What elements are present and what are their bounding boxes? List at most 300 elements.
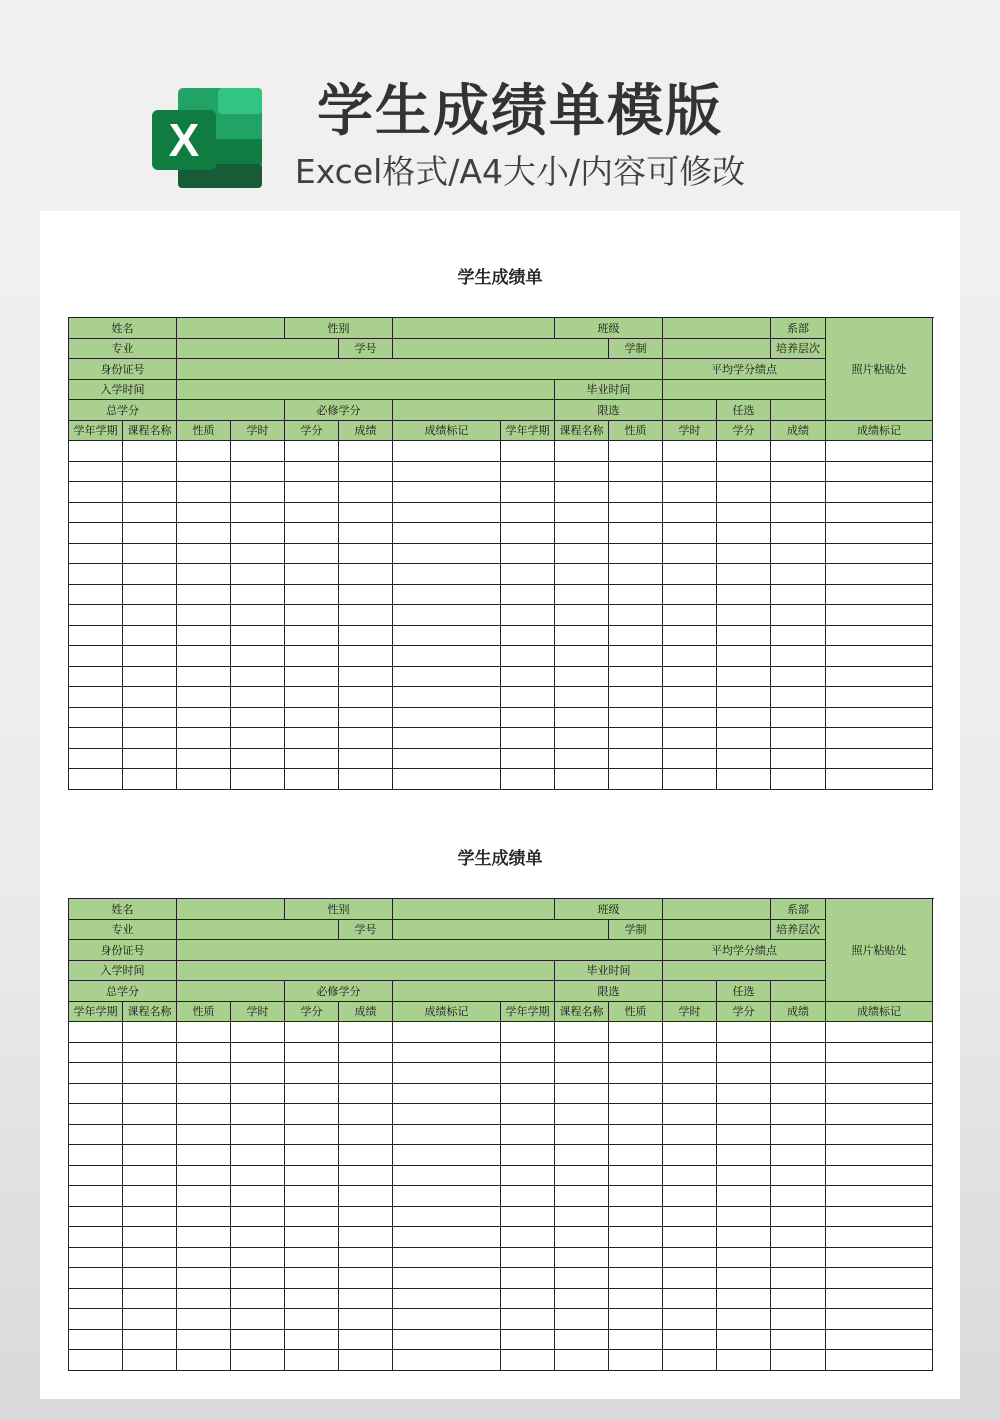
grade-cell[interactable] bbox=[501, 1186, 555, 1207]
grade-cell[interactable] bbox=[771, 625, 826, 646]
grade-cell[interactable] bbox=[177, 1104, 231, 1125]
grade-cell[interactable] bbox=[123, 523, 177, 544]
grade-cell[interactable] bbox=[501, 1042, 555, 1063]
grade-cell[interactable] bbox=[339, 1124, 393, 1145]
grade-cell[interactable] bbox=[826, 1309, 933, 1330]
name-value[interactable] bbox=[177, 899, 285, 920]
grade-cell[interactable] bbox=[609, 728, 663, 749]
grade-cell[interactable] bbox=[663, 646, 717, 667]
grade-cell[interactable] bbox=[393, 1329, 501, 1350]
grade-cell[interactable] bbox=[285, 1165, 339, 1186]
grade-cell[interactable] bbox=[123, 666, 177, 687]
grade-cell[interactable] bbox=[177, 482, 231, 503]
grade-cell[interactable] bbox=[393, 707, 501, 728]
grade-cell[interactable] bbox=[69, 1083, 123, 1104]
grade-cell[interactable] bbox=[69, 1268, 123, 1289]
grade-cell[interactable] bbox=[231, 625, 285, 646]
grade-cell[interactable] bbox=[663, 441, 717, 462]
grade-cell[interactable] bbox=[501, 769, 555, 790]
grade-cell[interactable] bbox=[609, 1186, 663, 1207]
grade-cell[interactable] bbox=[826, 707, 933, 728]
grade-cell[interactable] bbox=[285, 1247, 339, 1268]
grade-cell[interactable] bbox=[771, 543, 826, 564]
grade-cell[interactable] bbox=[663, 605, 717, 626]
grade-cell[interactable] bbox=[393, 605, 501, 626]
grade-cell[interactable] bbox=[771, 1268, 826, 1289]
grade-cell[interactable] bbox=[826, 728, 933, 749]
grade-cell[interactable] bbox=[555, 625, 609, 646]
grade-cell[interactable] bbox=[339, 441, 393, 462]
grade-cell[interactable] bbox=[826, 1022, 933, 1043]
grade-cell[interactable] bbox=[609, 707, 663, 728]
grade-cell[interactable] bbox=[501, 625, 555, 646]
grade-cell[interactable] bbox=[717, 1247, 771, 1268]
grade-cell[interactable] bbox=[339, 1309, 393, 1330]
grade-cell[interactable] bbox=[717, 1186, 771, 1207]
grade-cell[interactable] bbox=[177, 1124, 231, 1145]
grade-cell[interactable] bbox=[555, 1104, 609, 1125]
grade-cell[interactable] bbox=[663, 1022, 717, 1043]
elective-value[interactable] bbox=[771, 981, 826, 1002]
grade-cell[interactable] bbox=[231, 1186, 285, 1207]
grade-cell[interactable] bbox=[285, 1288, 339, 1309]
grade-cell[interactable] bbox=[771, 1145, 826, 1166]
grade-cell[interactable] bbox=[69, 564, 123, 585]
grade-cell[interactable] bbox=[123, 1083, 177, 1104]
grade-cell[interactable] bbox=[123, 1104, 177, 1125]
grade-cell[interactable] bbox=[123, 1247, 177, 1268]
grade-cell[interactable] bbox=[555, 769, 609, 790]
grade-cell[interactable] bbox=[231, 461, 285, 482]
grade-cell[interactable] bbox=[663, 1042, 717, 1063]
grade-cell[interactable] bbox=[339, 1227, 393, 1248]
grade-cell[interactable] bbox=[177, 461, 231, 482]
grade-cell[interactable] bbox=[663, 502, 717, 523]
grade-cell[interactable] bbox=[717, 1268, 771, 1289]
grade-cell[interactable] bbox=[609, 1063, 663, 1084]
grade-cell[interactable] bbox=[609, 1268, 663, 1289]
grade-cell[interactable] bbox=[717, 461, 771, 482]
grade-cell[interactable] bbox=[393, 1309, 501, 1330]
grade-cell[interactable] bbox=[663, 748, 717, 769]
grade-cell[interactable] bbox=[231, 1247, 285, 1268]
total-credits-value[interactable] bbox=[177, 981, 285, 1002]
grade-cell[interactable] bbox=[123, 1186, 177, 1207]
grade-cell[interactable] bbox=[826, 646, 933, 667]
grade-cell[interactable] bbox=[231, 605, 285, 626]
grade-cell[interactable] bbox=[771, 584, 826, 605]
grade-cell[interactable] bbox=[663, 1145, 717, 1166]
grade-cell[interactable] bbox=[339, 584, 393, 605]
grade-cell[interactable] bbox=[123, 1227, 177, 1248]
grade-cell[interactable] bbox=[555, 1350, 609, 1371]
grade-cell[interactable] bbox=[555, 1329, 609, 1350]
grade-cell[interactable] bbox=[339, 687, 393, 708]
grade-cell[interactable] bbox=[826, 1206, 933, 1227]
grade-cell[interactable] bbox=[123, 1063, 177, 1084]
grade-cell[interactable] bbox=[555, 707, 609, 728]
grade-cell[interactable] bbox=[393, 1145, 501, 1166]
grade-cell[interactable] bbox=[771, 769, 826, 790]
grade-cell[interactable] bbox=[717, 1124, 771, 1145]
grade-cell[interactable] bbox=[501, 666, 555, 687]
grade-cell[interactable] bbox=[501, 707, 555, 728]
grade-cell[interactable] bbox=[123, 1022, 177, 1043]
grade-cell[interactable] bbox=[177, 1186, 231, 1207]
grade-cell[interactable] bbox=[123, 1329, 177, 1350]
grade-cell[interactable] bbox=[555, 1083, 609, 1104]
grade-cell[interactable] bbox=[771, 707, 826, 728]
major-value[interactable] bbox=[177, 338, 339, 359]
grade-cell[interactable] bbox=[393, 1063, 501, 1084]
grade-cell[interactable] bbox=[69, 1309, 123, 1330]
grade-cell[interactable] bbox=[69, 1206, 123, 1227]
grade-cell[interactable] bbox=[609, 646, 663, 667]
grade-cell[interactable] bbox=[393, 646, 501, 667]
grade-cell[interactable] bbox=[285, 523, 339, 544]
grade-cell[interactable] bbox=[717, 1165, 771, 1186]
grade-cell[interactable] bbox=[231, 1227, 285, 1248]
gender-value[interactable] bbox=[393, 899, 555, 920]
grade-cell[interactable] bbox=[501, 441, 555, 462]
grade-cell[interactable] bbox=[285, 502, 339, 523]
grade-cell[interactable] bbox=[231, 1063, 285, 1084]
grade-cell[interactable] bbox=[501, 605, 555, 626]
grade-cell[interactable] bbox=[609, 584, 663, 605]
grade-cell[interactable] bbox=[555, 1022, 609, 1043]
grade-cell[interactable] bbox=[123, 584, 177, 605]
grade-cell[interactable] bbox=[393, 1083, 501, 1104]
grade-cell[interactable] bbox=[393, 584, 501, 605]
grade-cell[interactable] bbox=[339, 1268, 393, 1289]
grade-cell[interactable] bbox=[69, 461, 123, 482]
grade-cell[interactable] bbox=[231, 1124, 285, 1145]
grade-cell[interactable] bbox=[501, 646, 555, 667]
photo-placeholder[interactable]: 照片粘贴处 bbox=[826, 318, 933, 421]
grade-cell[interactable] bbox=[123, 1124, 177, 1145]
grade-cell[interactable] bbox=[555, 1227, 609, 1248]
grade-cell[interactable] bbox=[717, 646, 771, 667]
grade-cell[interactable] bbox=[826, 502, 933, 523]
grade-cell[interactable] bbox=[177, 1288, 231, 1309]
grade-cell[interactable] bbox=[393, 1104, 501, 1125]
grade-cell[interactable] bbox=[339, 1329, 393, 1350]
grade-cell[interactable] bbox=[339, 1083, 393, 1104]
grade-cell[interactable] bbox=[177, 728, 231, 749]
grade-cell[interactable] bbox=[555, 502, 609, 523]
grade-cell[interactable] bbox=[177, 605, 231, 626]
grade-cell[interactable] bbox=[177, 707, 231, 728]
grade-cell[interactable] bbox=[826, 1350, 933, 1371]
grade-cell[interactable] bbox=[771, 1042, 826, 1063]
grade-cell[interactable] bbox=[231, 1042, 285, 1063]
grade-cell[interactable] bbox=[826, 441, 933, 462]
grade-cell[interactable] bbox=[717, 687, 771, 708]
grade-cell[interactable] bbox=[663, 1063, 717, 1084]
grade-cell[interactable] bbox=[339, 461, 393, 482]
grade-cell[interactable] bbox=[177, 502, 231, 523]
grade-cell[interactable] bbox=[501, 1083, 555, 1104]
grade-cell[interactable] bbox=[177, 1206, 231, 1227]
grade-cell[interactable] bbox=[555, 482, 609, 503]
grade-cell[interactable] bbox=[555, 564, 609, 585]
grade-cell[interactable] bbox=[339, 625, 393, 646]
grade-cell[interactable] bbox=[826, 769, 933, 790]
grade-cell[interactable] bbox=[285, 1124, 339, 1145]
grade-cell[interactable] bbox=[69, 1227, 123, 1248]
grade-cell[interactable] bbox=[826, 543, 933, 564]
grade-cell[interactable] bbox=[717, 1350, 771, 1371]
grade-cell[interactable] bbox=[69, 1104, 123, 1125]
grade-cell[interactable] bbox=[771, 1124, 826, 1145]
grade-cell[interactable] bbox=[285, 461, 339, 482]
grade-cell[interactable] bbox=[663, 1288, 717, 1309]
grade-cell[interactable] bbox=[501, 523, 555, 544]
grade-cell[interactable] bbox=[771, 1104, 826, 1125]
grade-cell[interactable] bbox=[69, 1350, 123, 1371]
required-credits-value[interactable] bbox=[393, 981, 555, 1002]
grade-cell[interactable] bbox=[771, 1350, 826, 1371]
grade-cell[interactable] bbox=[609, 625, 663, 646]
grade-cell[interactable] bbox=[339, 1186, 393, 1207]
grade-cell[interactable] bbox=[339, 1145, 393, 1166]
grade-cell[interactable] bbox=[393, 1268, 501, 1289]
grade-cell[interactable] bbox=[663, 584, 717, 605]
grade-cell[interactable] bbox=[177, 1022, 231, 1043]
grade-cell[interactable] bbox=[339, 1022, 393, 1043]
grade-cell[interactable] bbox=[771, 687, 826, 708]
grade-cell[interactable] bbox=[826, 1268, 933, 1289]
grade-cell[interactable] bbox=[393, 625, 501, 646]
grade-cell[interactable] bbox=[285, 482, 339, 503]
class-value[interactable] bbox=[663, 318, 771, 339]
grade-cell[interactable] bbox=[285, 646, 339, 667]
grade-cell[interactable] bbox=[555, 1063, 609, 1084]
grade-cell[interactable] bbox=[123, 625, 177, 646]
grade-cell[interactable] bbox=[231, 1165, 285, 1186]
grade-cell[interactable] bbox=[771, 1206, 826, 1227]
grade-cell[interactable] bbox=[231, 1083, 285, 1104]
grade-cell[interactable] bbox=[231, 769, 285, 790]
grade-cell[interactable] bbox=[826, 1083, 933, 1104]
grade-cell[interactable] bbox=[609, 1309, 663, 1330]
grade-cell[interactable] bbox=[231, 646, 285, 667]
grade-cell[interactable] bbox=[393, 1022, 501, 1043]
grade-cell[interactable] bbox=[69, 1063, 123, 1084]
grade-cell[interactable] bbox=[771, 728, 826, 749]
id-card-value[interactable] bbox=[177, 359, 663, 380]
grade-cell[interactable] bbox=[69, 1247, 123, 1268]
grade-cell[interactable] bbox=[339, 1206, 393, 1227]
grade-cell[interactable] bbox=[123, 1145, 177, 1166]
grade-cell[interactable] bbox=[663, 482, 717, 503]
grade-cell[interactable] bbox=[771, 461, 826, 482]
grade-cell[interactable] bbox=[826, 1104, 933, 1125]
grade-cell[interactable] bbox=[285, 1063, 339, 1084]
grade-cell[interactable] bbox=[771, 523, 826, 544]
grade-cell[interactable] bbox=[501, 748, 555, 769]
grade-cell[interactable] bbox=[231, 584, 285, 605]
grade-cell[interactable] bbox=[177, 748, 231, 769]
grade-cell[interactable] bbox=[501, 1247, 555, 1268]
grade-cell[interactable] bbox=[177, 1165, 231, 1186]
enroll-value[interactable] bbox=[177, 960, 555, 981]
grade-cell[interactable] bbox=[177, 564, 231, 585]
grade-cell[interactable] bbox=[717, 523, 771, 544]
grade-cell[interactable] bbox=[663, 1104, 717, 1125]
gender-value[interactable] bbox=[393, 318, 555, 339]
grade-cell[interactable] bbox=[609, 605, 663, 626]
grade-cell[interactable] bbox=[717, 482, 771, 503]
grade-cell[interactable] bbox=[826, 1165, 933, 1186]
grade-cell[interactable] bbox=[501, 1309, 555, 1330]
grade-cell[interactable] bbox=[285, 1329, 339, 1350]
grade-cell[interactable] bbox=[123, 564, 177, 585]
grade-cell[interactable] bbox=[826, 1145, 933, 1166]
grade-cell[interactable] bbox=[393, 1206, 501, 1227]
grade-cell[interactable] bbox=[771, 1309, 826, 1330]
grade-cell[interactable] bbox=[69, 1186, 123, 1207]
grade-cell[interactable] bbox=[717, 666, 771, 687]
grade-cell[interactable] bbox=[177, 646, 231, 667]
grade-cell[interactable] bbox=[717, 1329, 771, 1350]
grade-cell[interactable] bbox=[609, 1350, 663, 1371]
grade-cell[interactable] bbox=[177, 1309, 231, 1330]
grade-cell[interactable] bbox=[555, 461, 609, 482]
grade-cell[interactable] bbox=[123, 728, 177, 749]
grade-cell[interactable] bbox=[231, 502, 285, 523]
grade-cell[interactable] bbox=[69, 441, 123, 462]
grade-cell[interactable] bbox=[609, 1288, 663, 1309]
grade-cell[interactable] bbox=[609, 687, 663, 708]
grade-cell[interactable] bbox=[717, 707, 771, 728]
grade-cell[interactable] bbox=[826, 584, 933, 605]
grade-cell[interactable] bbox=[663, 461, 717, 482]
grade-cell[interactable] bbox=[555, 1288, 609, 1309]
grade-cell[interactable] bbox=[177, 1247, 231, 1268]
grade-cell[interactable] bbox=[285, 1206, 339, 1227]
grade-cell[interactable] bbox=[69, 1022, 123, 1043]
grade-cell[interactable] bbox=[826, 1227, 933, 1248]
grade-cell[interactable] bbox=[609, 769, 663, 790]
grade-cell[interactable] bbox=[826, 1186, 933, 1207]
student-id-value[interactable] bbox=[393, 338, 609, 359]
grade-cell[interactable] bbox=[69, 605, 123, 626]
grade-cell[interactable] bbox=[339, 523, 393, 544]
grade-cell[interactable] bbox=[771, 502, 826, 523]
grade-cell[interactable] bbox=[555, 1165, 609, 1186]
grade-cell[interactable] bbox=[231, 441, 285, 462]
grade-cell[interactable] bbox=[771, 1083, 826, 1104]
grade-cell[interactable] bbox=[717, 1063, 771, 1084]
grade-cell[interactable] bbox=[501, 1124, 555, 1145]
grade-cell[interactable] bbox=[393, 502, 501, 523]
grade-cell[interactable] bbox=[609, 1145, 663, 1166]
grade-cell[interactable] bbox=[285, 1186, 339, 1207]
grade-cell[interactable] bbox=[609, 482, 663, 503]
grade-cell[interactable] bbox=[123, 1288, 177, 1309]
grade-cell[interactable] bbox=[663, 707, 717, 728]
grade-cell[interactable] bbox=[339, 748, 393, 769]
grade-cell[interactable] bbox=[501, 1206, 555, 1227]
grade-cell[interactable] bbox=[177, 1145, 231, 1166]
grade-cell[interactable] bbox=[123, 461, 177, 482]
grade-cell[interactable] bbox=[69, 1124, 123, 1145]
grade-cell[interactable] bbox=[285, 564, 339, 585]
grade-cell[interactable] bbox=[123, 707, 177, 728]
grade-cell[interactable] bbox=[231, 666, 285, 687]
grade-cell[interactable] bbox=[555, 728, 609, 749]
grade-cell[interactable] bbox=[717, 543, 771, 564]
grade-cell[interactable] bbox=[501, 1104, 555, 1125]
grade-cell[interactable] bbox=[609, 441, 663, 462]
grade-cell[interactable] bbox=[339, 543, 393, 564]
grade-cell[interactable] bbox=[663, 1350, 717, 1371]
enroll-value[interactable] bbox=[177, 379, 555, 400]
grade-cell[interactable] bbox=[826, 461, 933, 482]
grade-cell[interactable] bbox=[826, 523, 933, 544]
grade-cell[interactable] bbox=[609, 502, 663, 523]
grade-cell[interactable] bbox=[69, 1288, 123, 1309]
grade-cell[interactable] bbox=[555, 687, 609, 708]
grade-cell[interactable] bbox=[339, 482, 393, 503]
grade-cell[interactable] bbox=[123, 1165, 177, 1186]
grade-cell[interactable] bbox=[771, 748, 826, 769]
grade-cell[interactable] bbox=[69, 728, 123, 749]
grade-cell[interactable] bbox=[663, 1186, 717, 1207]
grade-cell[interactable] bbox=[609, 1042, 663, 1063]
grade-cell[interactable] bbox=[339, 1350, 393, 1371]
grade-cell[interactable] bbox=[339, 1042, 393, 1063]
grade-cell[interactable] bbox=[501, 502, 555, 523]
grade-cell[interactable] bbox=[501, 1165, 555, 1186]
grade-cell[interactable] bbox=[826, 666, 933, 687]
grade-cell[interactable] bbox=[826, 1329, 933, 1350]
grade-cell[interactable] bbox=[393, 666, 501, 687]
grade-cell[interactable] bbox=[555, 1042, 609, 1063]
grade-cell[interactable] bbox=[69, 1042, 123, 1063]
grade-cell[interactable] bbox=[393, 543, 501, 564]
grade-cell[interactable] bbox=[393, 461, 501, 482]
grade-cell[interactable] bbox=[285, 748, 339, 769]
grade-cell[interactable] bbox=[69, 1165, 123, 1186]
grade-cell[interactable] bbox=[609, 564, 663, 585]
grade-cell[interactable] bbox=[717, 748, 771, 769]
grade-cell[interactable] bbox=[69, 1329, 123, 1350]
grade-cell[interactable] bbox=[609, 1329, 663, 1350]
grade-cell[interactable] bbox=[663, 523, 717, 544]
class-value[interactable] bbox=[663, 899, 771, 920]
grade-cell[interactable] bbox=[609, 461, 663, 482]
grade-cell[interactable] bbox=[231, 1329, 285, 1350]
grade-cell[interactable] bbox=[501, 1022, 555, 1043]
grade-cell[interactable] bbox=[285, 1145, 339, 1166]
grade-cell[interactable] bbox=[501, 728, 555, 749]
grade-cell[interactable] bbox=[609, 1206, 663, 1227]
grade-cell[interactable] bbox=[501, 543, 555, 564]
grade-cell[interactable] bbox=[285, 584, 339, 605]
schooling-value[interactable] bbox=[663, 338, 771, 359]
grade-cell[interactable] bbox=[69, 625, 123, 646]
grade-cell[interactable] bbox=[717, 1227, 771, 1248]
grade-cell[interactable] bbox=[826, 1063, 933, 1084]
grade-cell[interactable] bbox=[69, 687, 123, 708]
grade-cell[interactable] bbox=[771, 564, 826, 585]
grade-cell[interactable] bbox=[501, 482, 555, 503]
grade-cell[interactable] bbox=[231, 1145, 285, 1166]
grade-cell[interactable] bbox=[717, 502, 771, 523]
grade-cell[interactable] bbox=[393, 1227, 501, 1248]
